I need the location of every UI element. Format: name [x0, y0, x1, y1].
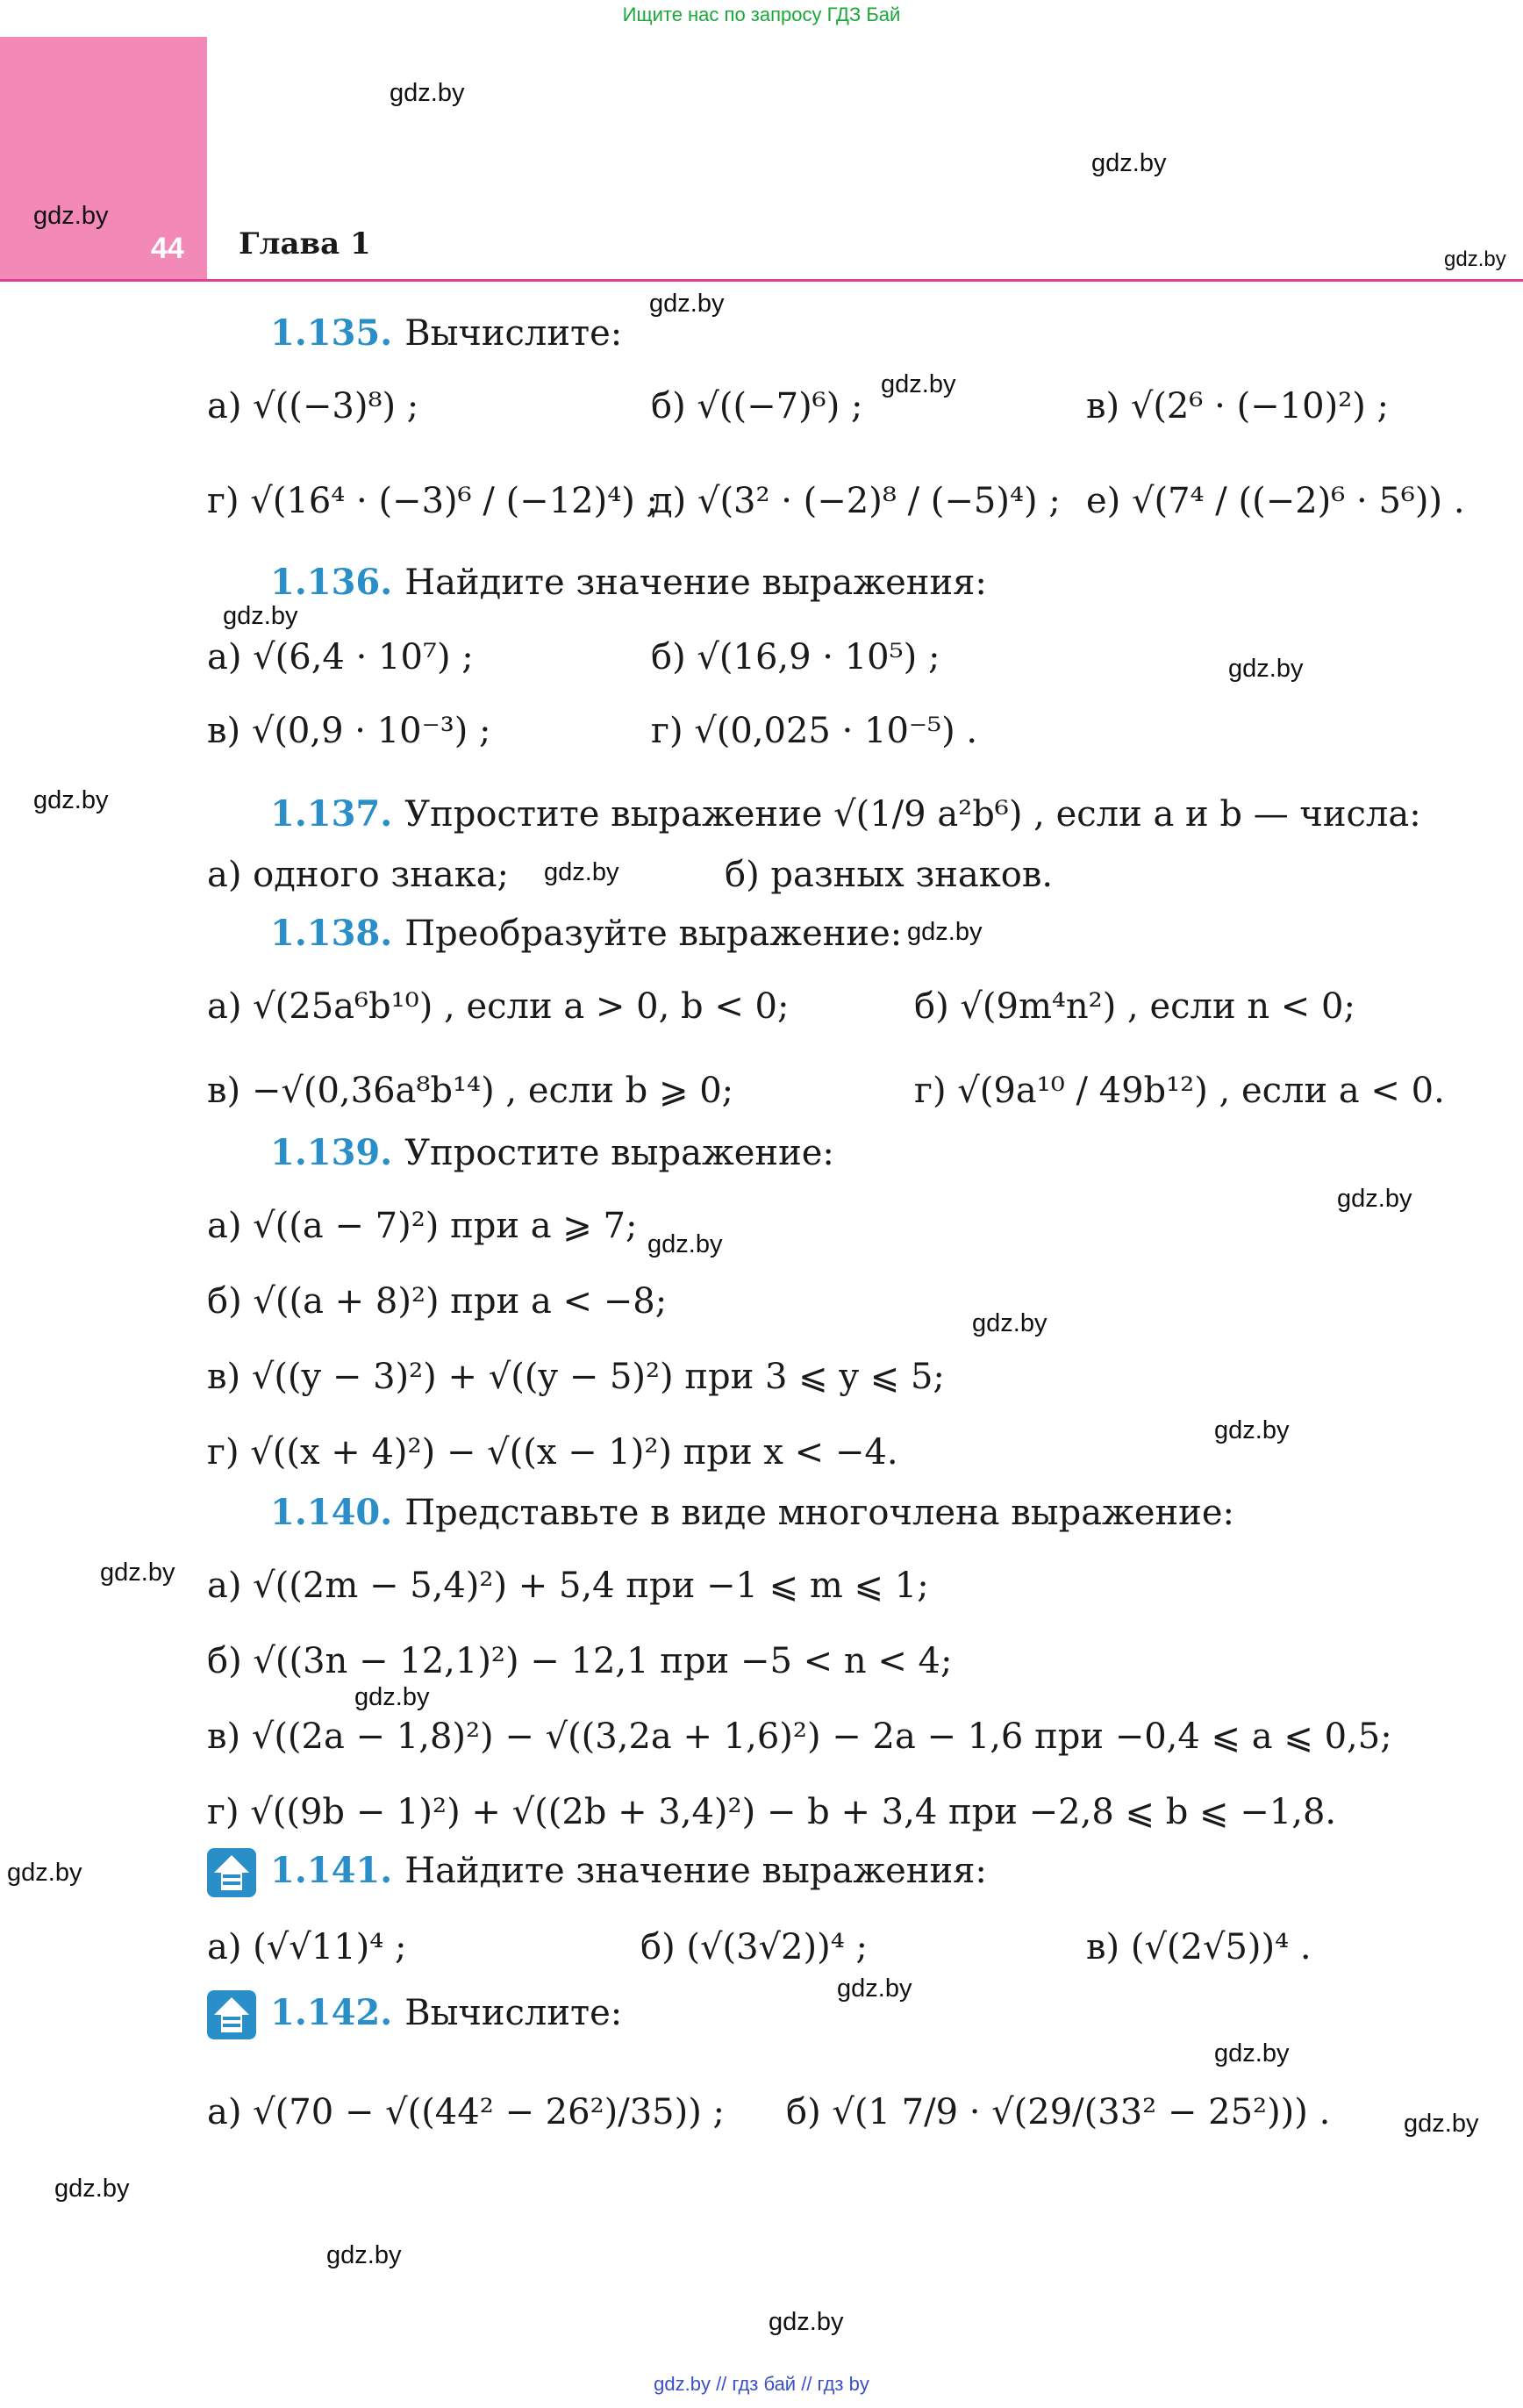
top-banner: Ищите нас по запросу ГДЗ Бай — [622, 4, 901, 25]
problem-title: Вычислите: — [404, 313, 623, 354]
watermark: gdz.by — [1091, 149, 1167, 177]
exercise-item: в) (√(2√5))⁴ . — [1086, 1927, 1312, 1967]
watermark: gdz.by — [972, 1309, 1048, 1337]
exercise-item: в) −√(0,36a⁸b¹⁴) , если b ⩾ 0; — [207, 1071, 734, 1111]
exercise-item: а) одного знака; — [207, 855, 510, 895]
problem-title: Найдите значение выражения: — [404, 1851, 987, 1891]
problem-1-138 — [270, 913, 902, 954]
exercise-item: в) √((2a − 1,8)²) − √((3,2a + 1,6)²) − 2a − 1,6 при −0,4 ⩽ a ⩽ 0,5; — [207, 1716, 1392, 1757]
problem-number: 1.139. — [270, 1132, 393, 1173]
problem-number: 1.135. — [270, 312, 393, 354]
exercise-item: б) разных знаков. — [725, 855, 1054, 895]
watermark: gdz.by — [100, 1559, 175, 1587]
problem-number: 1.138. — [270, 913, 393, 954]
exercise-item: а) √(6,4 · 10⁷) ; — [207, 637, 474, 677]
watermark: gdz.by — [326, 2241, 402, 2269]
problem-1-140 — [270, 1492, 1234, 1533]
exercise-item: в) √(2⁶ · (−10)²) ; — [1086, 386, 1390, 426]
watermark: gdz.by — [354, 1683, 430, 1711]
problem-title: Найдите значение выражения: — [404, 563, 987, 603]
problem-number: 1.140. — [270, 1492, 393, 1533]
exercise-item: г) √(9a¹⁰ / 49b¹²) , если a < 0. — [914, 1071, 1445, 1111]
exercise-item: б) √(16,9 · 10⁵) ; — [651, 637, 940, 677]
exercise-item: в) √(0,9 · 10⁻³) ; — [207, 711, 491, 751]
exercise-item: б) √((−7)⁶) ; — [651, 386, 863, 426]
exercise-item: а) √((−3)⁸) ; — [207, 386, 419, 426]
problem-title: Преобразуйте выражение: — [404, 914, 903, 954]
watermark: gdz.by — [1444, 247, 1506, 271]
exercise-item: а) √((2m − 5,4)²) + 5,4 при −1 ⩽ m ⩽ 1; — [207, 1566, 929, 1606]
watermark: gdz.by — [769, 2308, 844, 2336]
watermark: gdz.by — [1214, 1416, 1290, 1444]
header-rule — [0, 279, 1523, 282]
watermark: gdz.by — [54, 2175, 130, 2203]
watermark: gdz.by — [223, 602, 298, 630]
watermark: gdz.by — [33, 202, 109, 230]
problem-number: 1.141. — [270, 1850, 393, 1891]
problem-1-139 — [270, 1132, 834, 1173]
watermark: gdz.by — [33, 786, 109, 814]
exercise-item: б) √(9m⁴n²) , если n < 0; — [914, 986, 1355, 1027]
watermark: gdz.by — [1228, 655, 1304, 683]
exercise-item: б) (√(3√2))⁴ ; — [640, 1927, 868, 1967]
home-icon — [207, 1990, 256, 2039]
footer-links: gdz.by // гдз бай // гдз by — [654, 2373, 869, 2395]
exercise-item: в) √((y − 3)²) + √((y − 5)²) при 3 ⩽ y ⩽ 5; — [207, 1357, 945, 1397]
watermark: gdz.by — [881, 370, 956, 398]
problem-title: Упростите выражение √(1/9 a²b⁶) , если a и b — числа: — [404, 794, 1421, 835]
problem-number: 1.136. — [270, 562, 393, 603]
exercise-item: г) √(16⁴ · (−3)⁶ / (−12)⁴) ; — [207, 481, 659, 521]
watermark: gdz.by — [837, 1974, 912, 2003]
problem-1-141 — [270, 1850, 987, 1891]
watermark: gdz.by — [649, 290, 725, 318]
problem-title: Упростите выражение: — [404, 1133, 834, 1173]
exercise-item: б) √((3n − 12,1)²) − 12,1 при −5 < n < 4; — [207, 1641, 953, 1681]
watermark: gdz.by — [1337, 1185, 1412, 1213]
exercise-item: г) √((9b − 1)²) + √((2b + 3,4)²) − b + 3,4 при −2,8 ⩽ b ⩽ −1,8. — [207, 1792, 1337, 1832]
watermark: gdz.by — [544, 858, 619, 886]
watermark: gdz.by — [390, 79, 465, 107]
watermark: gdz.by — [647, 1230, 723, 1258]
exercise-item: б) √(1 7/9 · √(29/(33² − 25²))) . — [786, 2092, 1331, 2132]
problem-1-142 — [270, 1992, 622, 2033]
exercise-item: г) √(0,025 · 10⁻⁵) . — [651, 711, 978, 751]
problem-number: 1.142. — [270, 1992, 393, 2033]
exercise-item: д) √(3² · (−2)⁸ / (−5)⁴) ; — [651, 481, 1061, 521]
problem-1-135 — [270, 312, 622, 354]
exercise-item: а) √((a − 7)²) при a ⩾ 7; — [207, 1206, 638, 1246]
watermark: gdz.by — [7, 1859, 82, 1887]
page-number: 44 — [151, 232, 184, 265]
problem-1-137 — [270, 793, 1421, 835]
exercise-item: а) √(25a⁶b¹⁰) , если a > 0, b < 0; — [207, 986, 790, 1027]
problem-number: 1.137. — [270, 793, 393, 835]
watermark: gdz.by — [1214, 2039, 1290, 2068]
problem-title: Представьте в виде многочлена выражение: — [404, 1493, 1234, 1533]
problem-title: Вычислите: — [404, 1993, 623, 2033]
chapter-title: Глава 1 — [239, 226, 371, 262]
exercise-item: е) √(7⁴ / ((−2)⁶ · 5⁶)) . — [1086, 481, 1465, 521]
watermark: gdz.by — [1404, 2110, 1479, 2138]
home-icon — [207, 1848, 256, 1897]
exercise-item: б) √((a + 8)²) при a < −8; — [207, 1281, 668, 1322]
watermark: gdz.by — [907, 918, 983, 946]
exercise-item: а) (√√11)⁴ ; — [207, 1927, 407, 1967]
exercise-item: а) √(70 − √((44² − 26²)/35)) ; — [207, 2092, 725, 2132]
problem-1-136 — [270, 562, 987, 603]
exercise-item: г) √((x + 4)²) − √((x − 1)²) при x < −4. — [207, 1432, 898, 1473]
